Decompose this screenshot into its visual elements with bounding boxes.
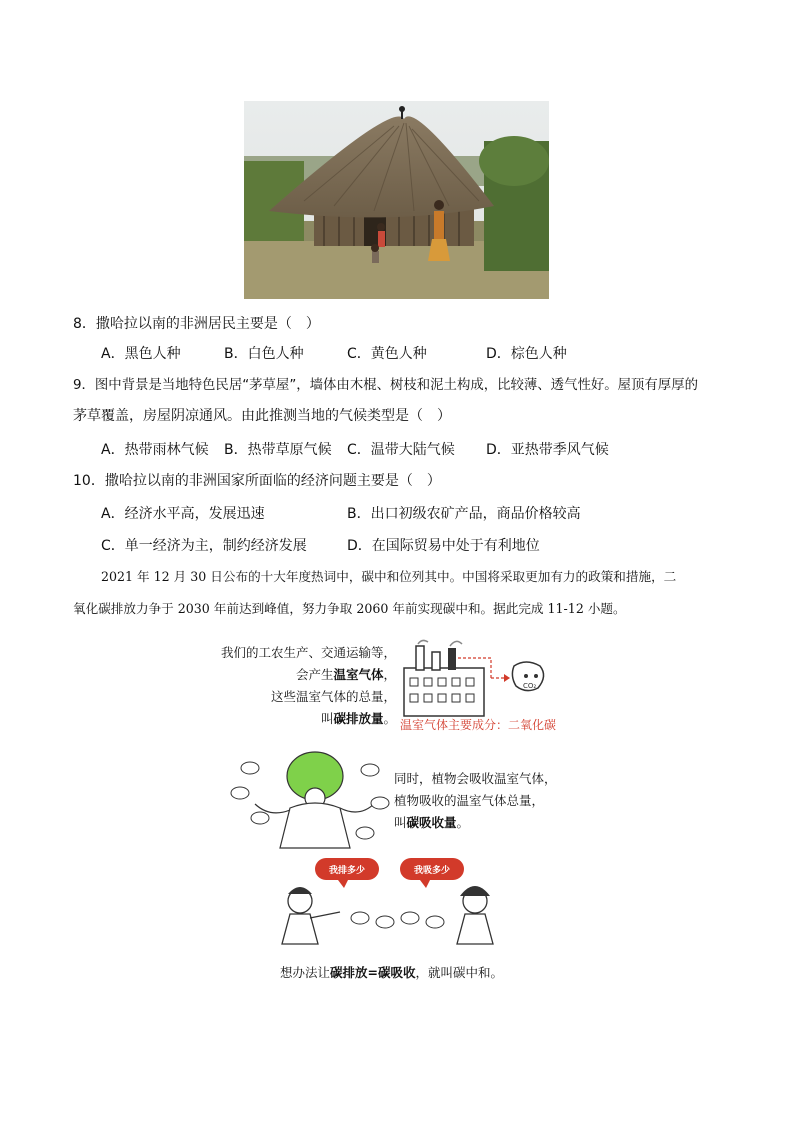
carbon-neutral-definition: 想办法让碳排放=碳吸收，就叫碳中和。 [280, 965, 504, 980]
absorption-text [394, 768, 557, 834]
emission-line-1: 我们的工农生产、交通运输等， [220, 645, 396, 660]
gas-caption: 温室气体主要成分：二氧化碳 [400, 718, 557, 732]
passage-line2: 氧化碳排放力争于 2030 年前达到峰值，努力争取 2060 年前实现碳中和。据此完成 11-12 小题。 [73, 601, 626, 616]
question-8-stem: 8．撒哈拉以南的非洲居民主要是（ ） [73, 316, 320, 332]
bubble-right: 我吸多少 [413, 866, 450, 876]
carbon-neutral-infographic [210, 628, 590, 988]
question-8-option-c: C．黄色人种 [347, 346, 427, 362]
emission-line-2: 会产生温室气体， [295, 667, 396, 682]
emission-text [220, 642, 396, 730]
question-8-option-d: D．棕色人种 [486, 346, 567, 362]
question-10-option-a: A．经济水平高，发展迅速 [101, 506, 265, 522]
thatched-hut-photo [244, 101, 549, 299]
question-9-option-a: A．热带雨林气候 [101, 442, 209, 458]
question-10-option-b: B．出口初级农矿产品，商品价格较高 [347, 506, 581, 522]
absorption-line-1: 同时，植物会吸收温室气体， [394, 771, 557, 786]
co2-label: CO₂ [523, 682, 537, 690]
passage-line1: 2021 年 12 月 30 日公布的十大年度热词中，碳中和位列其中。中国将采取更加有力的政策和措施，二 [101, 569, 677, 584]
question-9-option-c: C．温带大陆气候 [347, 442, 455, 458]
question-8-option-a: A．黑色人种 [101, 346, 181, 362]
tree-character-icon [230, 748, 390, 858]
question-9-stem-line1: 9．图中背景是当地特色民居“茅草屋”，墙体由木棍、树枝和泥土构成，比较薄、透气性好。屋顶有厚厚的 [73, 378, 698, 393]
question-9-option-b: B．热带草原气候 [224, 442, 332, 458]
question-9-option-d: D．亚热带季风气候 [486, 442, 609, 458]
emission-line-3: 这些温室气体的总量， [270, 689, 396, 704]
question-10-option-c: C．单一经济为主，制约经济发展 [101, 538, 307, 554]
question-9-stem-line2: 茅草覆盖，房屋阴凉通风。由此推测当地的气候类型是（ ） [73, 408, 451, 424]
absorption-line-2: 植物吸收的温室气体总量， [394, 793, 545, 808]
question-8-option-b: B．白色人种 [224, 346, 304, 362]
thatched-hut-illustration [244, 101, 549, 299]
bubble-left: 我排多少 [328, 866, 365, 876]
question-10-option-d: D．在国际贸易中处于有利地位 [347, 538, 540, 554]
absorption-line-3: 叫碳吸收量。 [394, 815, 470, 830]
factory-icon [396, 638, 576, 718]
question-10-stem: 10．撒哈拉以南的非洲国家所面临的经济问题主要是（ ） [73, 473, 441, 489]
emission-line-4: 叫碳排放量。 [320, 711, 396, 726]
